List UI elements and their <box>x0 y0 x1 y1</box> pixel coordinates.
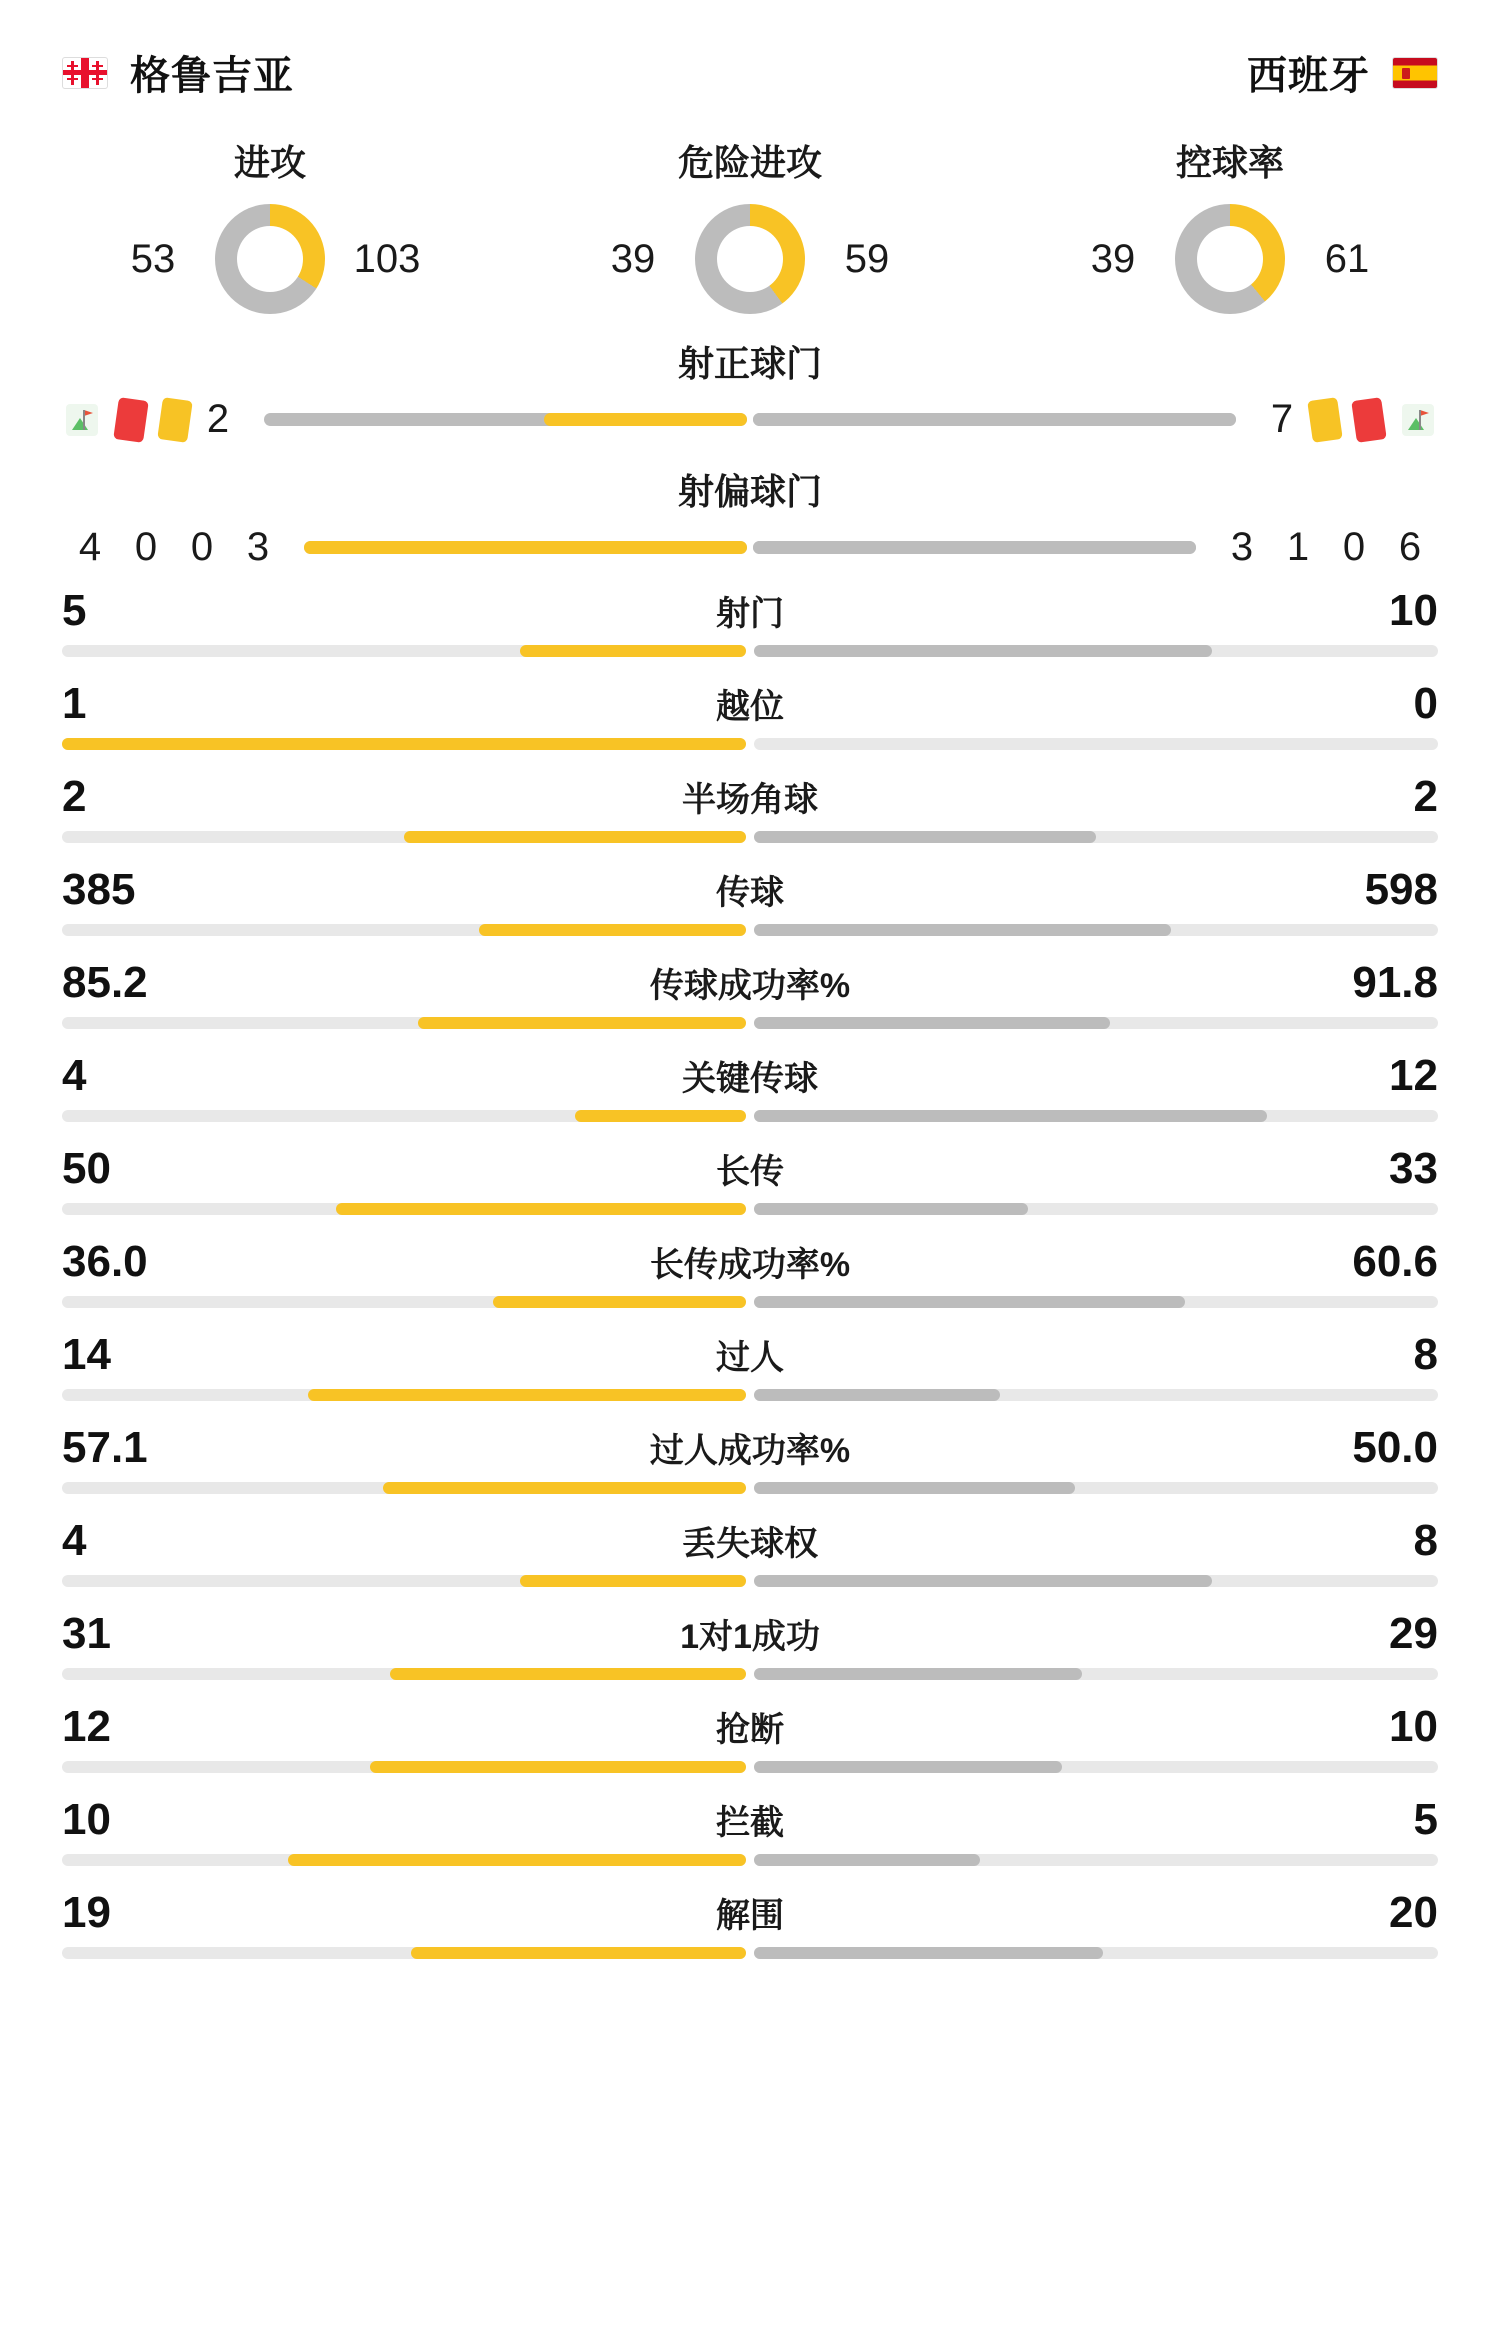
donut-right-value: 61 <box>1324 236 1370 281</box>
stat-left-value: 4 <box>62 1051 87 1100</box>
stat-bar-right <box>754 1761 1438 1773</box>
stat-row <box>0 865 1500 936</box>
stat-row <box>0 1795 1500 1866</box>
stat-bar-left <box>62 1575 746 1587</box>
stat-bar-left <box>62 1668 746 1680</box>
stat-left-value: 57.1 <box>62 1423 148 1472</box>
stat-right-value: 8 <box>1413 1516 1438 1565</box>
stat-row <box>0 1423 1500 1494</box>
donut-chart-attacks <box>215 204 325 314</box>
shots-off-target-row <box>0 525 1500 570</box>
donut-title: 控球率 <box>1175 142 1284 183</box>
shots-off-target-right-value: 3 <box>1230 525 1254 569</box>
georgia-flag-icon <box>62 57 108 89</box>
stat-right-value: 91.8 <box>1352 958 1438 1007</box>
right-red-card-count: 0 <box>1342 525 1366 569</box>
donut-block-attacks <box>32 135 507 314</box>
stat-bar-right <box>754 1017 1438 1029</box>
stats-list <box>0 576 1500 2011</box>
stat-right-value: 2 <box>1413 772 1438 821</box>
stat-bar-left <box>62 1203 746 1215</box>
red-card-icon <box>113 397 149 443</box>
stat-bar-left <box>62 1296 746 1308</box>
stat-left-value: 385 <box>62 865 136 914</box>
stat-left-value: 1 <box>62 679 87 728</box>
left-team <box>62 44 294 101</box>
stat-bar-left <box>62 1110 746 1122</box>
left-corner-count: 4 <box>78 525 102 569</box>
stat-label: 越位 <box>716 688 784 726</box>
stat-right-value: 10 <box>1389 586 1438 635</box>
stat-bar-right <box>754 1668 1438 1680</box>
right-corner-count: 6 <box>1398 525 1422 569</box>
donut-left-value: 53 <box>130 236 176 281</box>
shots-off-target-label: 射偏球门 <box>677 471 822 512</box>
stat-row <box>0 1888 1500 1959</box>
shots-on-target-right-value: 7 <box>1270 397 1294 441</box>
spain-flag-icon <box>1392 57 1438 89</box>
stat-bar-left <box>62 1482 746 1494</box>
stat-row <box>0 586 1500 657</box>
stat-left-value: 31 <box>62 1609 111 1658</box>
left-red-card-count: 0 <box>134 525 158 569</box>
stat-bar-right <box>754 1389 1438 1401</box>
donut-chart-dangerous-attacks <box>695 204 805 314</box>
stat-right-value: 5 <box>1413 1795 1438 1844</box>
shots-off-target-left-value: 3 <box>246 525 270 569</box>
stat-label: 拦截 <box>716 1804 784 1842</box>
red-card-icon <box>1351 397 1387 443</box>
yellow-card-icon <box>157 397 193 443</box>
stat-bar-left <box>62 1854 746 1866</box>
corner-flag-icon <box>1398 400 1438 440</box>
shots-on-target-block <box>0 320 1500 448</box>
stat-label: 抢断 <box>716 1711 784 1749</box>
stat-row <box>0 679 1500 750</box>
stat-label: 过人成功率% <box>649 1432 851 1470</box>
stat-label: 关键传球 <box>682 1060 818 1098</box>
stat-label: 丢失球权 <box>682 1525 818 1563</box>
left-team-name: 格鲁吉亚 <box>130 54 294 98</box>
stat-left-value: 4 <box>62 1516 87 1565</box>
stat-label: 长传 <box>716 1153 784 1191</box>
donut-block-dangerous-attacks <box>512 135 987 314</box>
bar-right <box>753 413 1236 426</box>
stat-bar-right <box>754 1575 1438 1587</box>
shots-on-target-label: 射正球门 <box>677 343 822 384</box>
right-team-name: 西班牙 <box>1247 54 1370 98</box>
stat-bar-left <box>62 924 746 936</box>
shots-off-target-block <box>0 448 1500 576</box>
donut-left-value: 39 <box>610 236 656 281</box>
bar-left <box>264 413 747 426</box>
stat-label: 解围 <box>716 1897 784 1935</box>
stat-bar-right <box>754 831 1438 843</box>
stat-row <box>0 1609 1500 1680</box>
stat-right-value: 10 <box>1389 1702 1438 1751</box>
stat-label: 过人 <box>716 1339 784 1377</box>
donut-title: 进攻 <box>233 142 306 183</box>
stat-right-value: 12 <box>1389 1051 1438 1100</box>
stat-bar-left <box>62 1017 746 1029</box>
stat-bar-right <box>754 738 1438 750</box>
corner-flag-icon <box>62 400 102 440</box>
stat-right-value: 598 <box>1364 865 1438 914</box>
shots-off-target-bars <box>304 541 1196 554</box>
stat-right-value: 33 <box>1389 1144 1438 1193</box>
shots-on-target-row <box>0 397 1500 442</box>
stat-left-value: 36.0 <box>62 1237 148 1286</box>
stat-bar-right <box>754 1296 1438 1308</box>
stat-label: 1对1成功 <box>680 1618 820 1656</box>
stat-label: 传球 <box>716 874 784 912</box>
left-yellow-card-count: 0 <box>190 525 214 569</box>
stat-label: 长传成功率% <box>649 1246 851 1284</box>
stat-bar-left <box>62 1761 746 1773</box>
stat-bar-left <box>62 1389 746 1401</box>
stat-left-value: 12 <box>62 1702 111 1751</box>
stat-row <box>0 1330 1500 1401</box>
donut-right-value: 103 <box>353 236 421 281</box>
donut-title: 危险进攻 <box>677 142 822 183</box>
donut-stats-row <box>0 131 1500 320</box>
donut-block-possession <box>992 135 1467 314</box>
stat-row <box>0 1702 1500 1773</box>
bar-left <box>304 541 747 554</box>
stat-left-value: 5 <box>62 586 87 635</box>
stat-bar-right <box>754 1854 1438 1866</box>
stat-right-value: 20 <box>1389 1888 1438 1937</box>
stat-label: 射门 <box>716 595 784 633</box>
stat-row <box>0 772 1500 843</box>
stat-bar-right <box>754 1110 1438 1122</box>
stat-left-value: 10 <box>62 1795 111 1844</box>
stat-left-value: 50 <box>62 1144 111 1193</box>
stat-row <box>0 1237 1500 1308</box>
stat-label: 半场角球 <box>682 781 818 819</box>
right-icons <box>1310 399 1438 441</box>
stat-right-value: 0 <box>1413 679 1438 728</box>
stat-bar-right <box>754 1482 1438 1494</box>
stat-left-value: 2 <box>62 772 87 821</box>
stat-bar-right <box>754 1203 1438 1215</box>
stat-bar-right <box>754 924 1438 936</box>
stat-right-value: 50.0 <box>1352 1423 1438 1472</box>
stat-left-value: 19 <box>62 1888 111 1937</box>
shots-on-target-bars <box>264 413 1236 426</box>
stat-row <box>0 1144 1500 1215</box>
left-icons <box>62 399 190 441</box>
stat-right-value: 60.6 <box>1352 1237 1438 1286</box>
stat-left-value: 14 <box>62 1330 111 1379</box>
stat-bar-left <box>62 645 746 657</box>
right-yellow-card-count: 1 <box>1286 525 1310 569</box>
stat-row <box>0 1051 1500 1122</box>
stat-bar-left <box>62 738 746 750</box>
stat-row <box>0 958 1500 1029</box>
teams-header <box>0 0 1500 131</box>
stat-bar-right <box>754 645 1438 657</box>
right-team <box>1247 44 1438 101</box>
stat-row <box>0 1516 1500 1587</box>
donut-chart-possession <box>1175 204 1285 314</box>
stat-right-value: 8 <box>1413 1330 1438 1379</box>
stat-label: 传球成功率% <box>649 967 851 1005</box>
donut-right-value: 59 <box>844 236 890 281</box>
bar-right <box>753 541 1196 554</box>
donut-left-value: 39 <box>1090 236 1136 281</box>
stat-bar-left <box>62 831 746 843</box>
stat-bar-right <box>754 1947 1438 1959</box>
yellow-card-icon <box>1307 397 1343 443</box>
shots-on-target-left-value: 2 <box>206 397 230 441</box>
stat-left-value: 85.2 <box>62 958 148 1007</box>
stat-right-value: 29 <box>1389 1609 1438 1658</box>
stat-bar-left <box>62 1947 746 1959</box>
